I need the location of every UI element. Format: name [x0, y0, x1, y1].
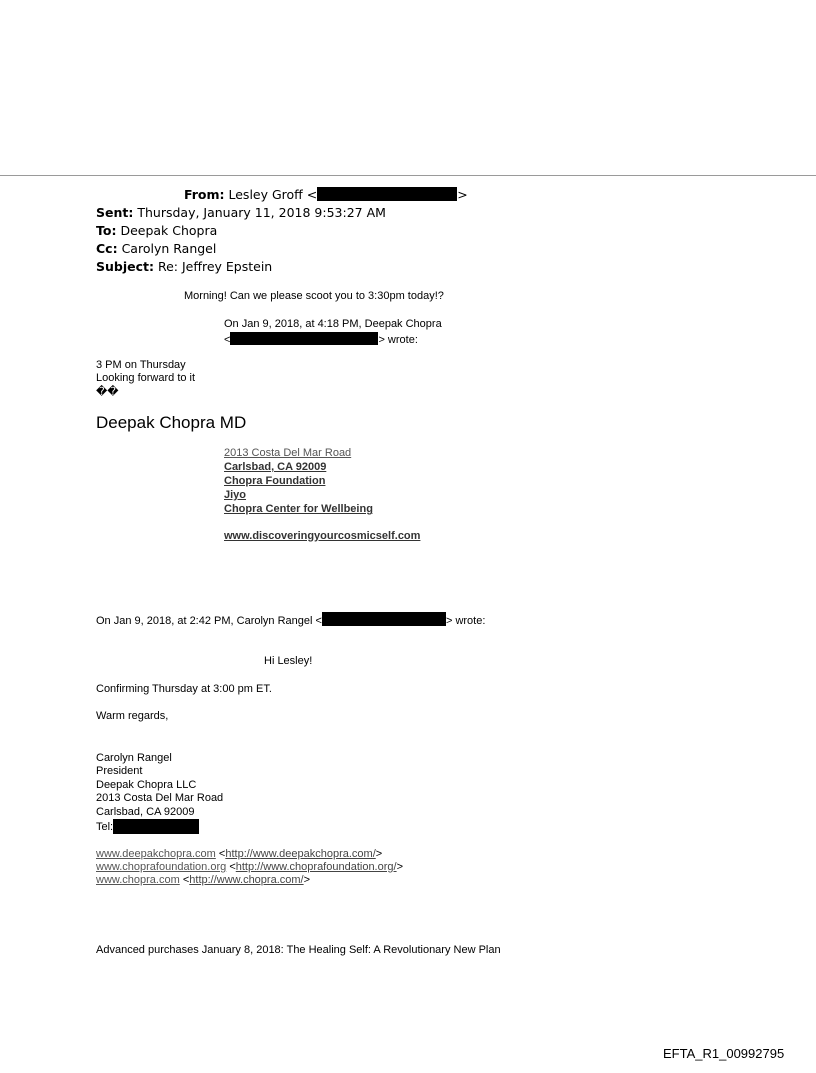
- redaction-bar: [322, 612, 446, 626]
- sig-center-link[interactable]: Chopra Center for Wellbeing: [224, 503, 373, 515]
- sig-city-link[interactable]: Carlsbad, CA 92009: [224, 461, 327, 473]
- reply-line-2: Looking forward to it: [96, 372, 196, 384]
- link-line-1: www.deepakchopra.com <http://www.deepakchopra.com/>: [96, 848, 383, 860]
- sent-label: Sent:: [96, 205, 134, 220]
- link-line-3: www.chopra.com <http://www.chopra.com/>: [96, 874, 311, 886]
- greeting: Hi Lesley!: [264, 655, 313, 667]
- subject-label: Subject:: [96, 259, 154, 274]
- to-line: [96, 223, 217, 238]
- signature-name: Deepak Chopra MD: [96, 413, 247, 432]
- cr-city: Carlsbad, CA 92009: [96, 806, 195, 818]
- quote1-email-line: < > wrote:: [224, 334, 418, 346]
- sig-foundation-link[interactable]: Chopra Foundation: [224, 475, 326, 487]
- chopra-url-link[interactable]: http://www.chopra.com/: [189, 874, 304, 886]
- quote2-prefix: On Jan 9, 2018, at 2:42 PM, Carolyn Rangel: [96, 615, 313, 627]
- sig-jiyo-link[interactable]: Jiyo: [224, 489, 247, 501]
- redaction-bar: [317, 187, 457, 201]
- sig-website-link[interactable]: www.discoveringyourcosmicself.com: [224, 530, 421, 542]
- chopra-link[interactable]: www.chopra.com: [96, 874, 180, 886]
- deepakchopra-url-link[interactable]: http://www.deepakchopra.com/: [225, 848, 376, 860]
- reply-line-3: ��: [96, 386, 119, 398]
- quote2-line: On Jan 9, 2018, at 2:42 PM, Carolyn Rangel < > wrote:: [96, 612, 485, 627]
- redaction-bar: [113, 819, 199, 834]
- sent-line: [96, 205, 386, 220]
- quote1-wrote: wrote:: [387, 334, 418, 346]
- choprafoundation-url-link[interactable]: http://www.choprafoundation.org/: [235, 861, 397, 873]
- to-label: To:: [96, 223, 117, 238]
- advanced-purchases-line: Advanced purchases January 8, 2018: The Healing Self: A Revolutionary New Plan: [96, 944, 501, 956]
- cr-address: 2013 Costa Del Mar Road: [96, 792, 224, 804]
- confirm-line: Confirming Thursday at 3:00 pm ET.: [96, 683, 272, 695]
- document-id: EFTA_R1_00992795: [663, 1046, 785, 1061]
- sig-address-link[interactable]: 2013 Costa Del Mar Road: [224, 447, 352, 459]
- from-label: From:: [184, 187, 225, 202]
- top-divider: [0, 175, 816, 176]
- cr-tel-label: Tel:: [96, 821, 114, 833]
- cr-title: President: [96, 765, 143, 777]
- quote1-line: On Jan 9, 2018, at 4:18 PM, Deepak Chopra: [224, 318, 442, 330]
- cr-tel-line: [96, 819, 199, 834]
- from-name: Lesley Groff: [228, 187, 303, 202]
- cr-company: Deepak Chopra LLC: [96, 779, 197, 791]
- choprafoundation-link[interactable]: www.choprafoundation.org: [96, 861, 227, 873]
- sent-value: Thursday, January 11, 2018 9:53:27 AM: [137, 205, 386, 220]
- cc-line: [96, 241, 216, 256]
- cc-value: Carolyn Rangel: [121, 241, 217, 256]
- to-value: Deepak Chopra: [120, 223, 218, 238]
- subject-line: [96, 259, 272, 274]
- morning-line: Morning! Can we please scoot you to 3:30pm today!?: [184, 290, 444, 302]
- deepakchopra-link[interactable]: www.deepakchopra.com: [96, 848, 216, 860]
- quote2-wrote: wrote:: [455, 615, 486, 627]
- redaction-bar: [230, 332, 378, 345]
- subject-value: Re: Jeffrey Epstein: [157, 259, 273, 274]
- cr-name: Carolyn Rangel: [96, 752, 172, 764]
- cc-label: Cc:: [96, 241, 118, 256]
- link-line-2: www.choprafoundation.org <http://www.choprafoundation.org/>: [96, 861, 404, 873]
- reply-line-1: 3 PM on Thursday: [96, 359, 186, 371]
- regards-line: Warm regards,: [96, 710, 169, 722]
- from-line: From: Lesley Groff < >: [184, 187, 468, 202]
